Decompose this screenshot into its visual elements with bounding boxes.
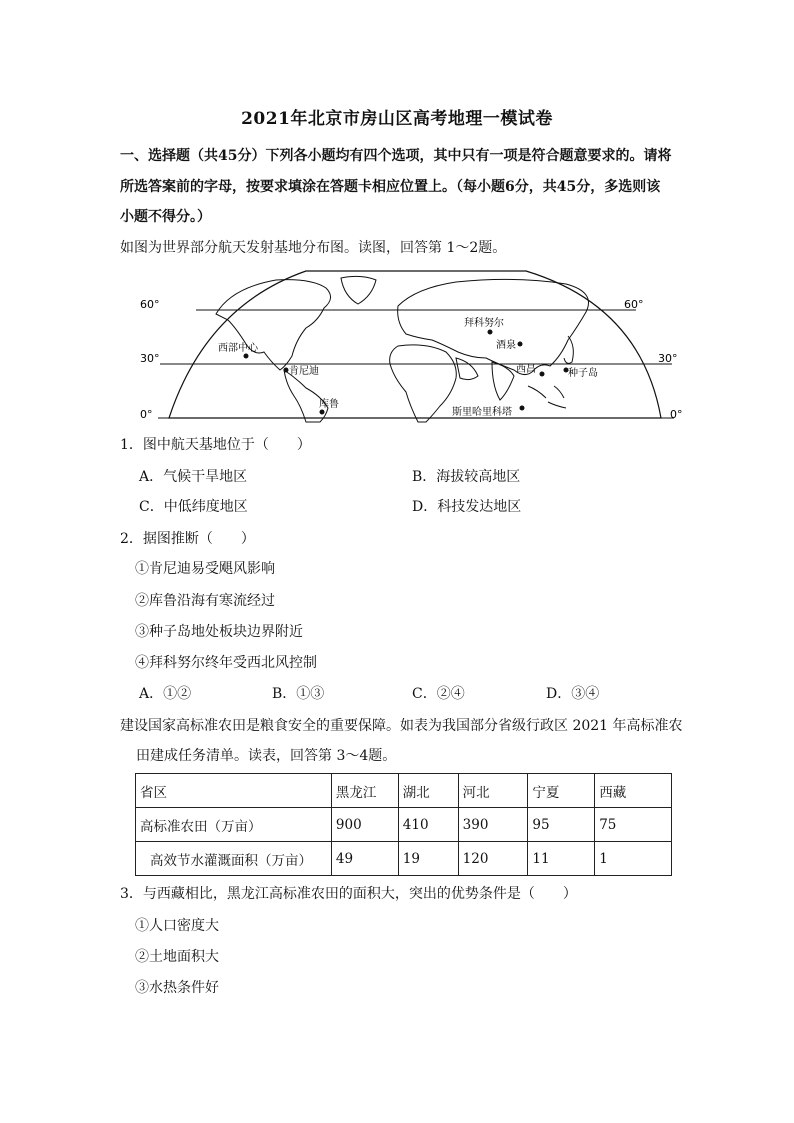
q2-statement-3: ③种子岛地处板块边界附近 xyxy=(135,624,303,640)
site-xichang-label: 西昌 xyxy=(516,364,536,375)
lat-label-right-0: 0° xyxy=(670,408,683,421)
section-instruction-line2: 所选答案前的字母，按要求填涂在答题卡相应位置上。（每小题6分，共45分，多选则该 xyxy=(120,179,661,195)
q2-stem: 2．据图推断（ ） xyxy=(120,531,255,547)
q2-statement-2: ②库鲁沿海有寒流经过 xyxy=(135,593,275,609)
table-header-cell: 河北 xyxy=(458,774,528,808)
site-jiuquan-marker xyxy=(518,342,523,347)
q2-statement-4: ④拜科努尔终年受西北风控制 xyxy=(135,655,317,671)
site-western-center-label: 西部中心 xyxy=(218,343,258,354)
site-baikonur-label: 拜科努尔 xyxy=(464,318,504,329)
q2-option-d[interactable]: D．③④ xyxy=(546,686,600,702)
table-header-cell: 黑龙江 xyxy=(331,774,398,808)
table-cell: 120 xyxy=(458,842,528,876)
lat-label-left-0: 0° xyxy=(140,408,153,421)
q1-option-c[interactable]: C．中低纬度地区 xyxy=(139,499,248,515)
table-header-row xyxy=(136,774,672,808)
q2-option-a[interactable]: A．①② xyxy=(139,686,192,702)
table-header-cell: 宁夏 xyxy=(528,774,595,808)
farmland-task-table xyxy=(135,773,672,876)
map-intro: 如图为世界部分航天发射基地分布图。读图，回答第 1～2题。 xyxy=(120,240,507,256)
world-map-figure xyxy=(136,266,696,424)
table-header-cell: 湖北 xyxy=(398,774,458,808)
table-cell: 高标准农田（万亩） xyxy=(136,808,332,842)
site-sriharikota-marker xyxy=(520,406,525,411)
section-instruction-line3: 小题不得分。） xyxy=(120,209,211,225)
site-western-center-marker xyxy=(244,354,249,359)
site-baikonur-marker xyxy=(488,330,493,335)
q1-stem: 1．图中航天基地位于（ ） xyxy=(120,437,311,453)
table-row xyxy=(136,808,672,842)
q3-statement-2: ②土地面积大 xyxy=(135,949,219,965)
table-cell: 1 xyxy=(595,842,672,876)
table-header-cell: 西藏 xyxy=(595,774,672,808)
section-instruction-line1: 一、选择题（共45分）下列各小题均有四个选项，其中只有一项是符合题意要求的。请将 xyxy=(120,148,672,164)
site-kennedy-label: 肯尼迪 xyxy=(289,366,319,377)
q3-stem: 3．与西藏相比，黑龙江高标准农田的面积大，突出的优势条件是（ ） xyxy=(120,886,577,902)
site-kennedy-marker xyxy=(284,368,289,373)
site-jiuquan-label: 酒泉 xyxy=(496,340,516,351)
table-cell: 11 xyxy=(528,842,595,876)
table-intro-line2: 田建成任务清单。读表，回答第 3～4题。 xyxy=(136,748,397,764)
table-intro-line1: 建设国家高标准农田是粮食安全的重要保障。如表为我国部分省级行政区 2021 年高标准农 xyxy=(120,718,683,734)
lat-label-right-30: 30° xyxy=(658,352,678,365)
table-cell: 390 xyxy=(458,808,528,842)
table-cell: 19 xyxy=(398,842,458,876)
site-sriharikota-label: 斯里哈里科塔 xyxy=(452,407,512,418)
q1-option-a[interactable]: A．气候干旱地区 xyxy=(139,469,248,485)
q3-statement-1: ①人口密度大 xyxy=(135,918,219,934)
site-xichang-marker xyxy=(540,372,545,377)
q2-option-c[interactable]: C．②④ xyxy=(412,686,465,702)
q2-option-b[interactable]: B．①③ xyxy=(272,686,325,702)
lat-label-left-60: 60° xyxy=(140,298,160,311)
table-cell: 900 xyxy=(331,808,398,842)
table-header-cell: 省区 xyxy=(136,774,332,808)
table-cell: 410 xyxy=(398,808,458,842)
q3-statement-3: ③水热条件好 xyxy=(135,980,219,996)
q1-option-d[interactable]: D．科技发达地区 xyxy=(412,499,522,515)
page-title: 2021年北京市房山区高考地理一模试卷 xyxy=(241,109,553,129)
table-cell: 49 xyxy=(331,842,398,876)
site-kourou-marker xyxy=(320,410,325,415)
site-kourou-label: 库鲁 xyxy=(319,399,339,410)
table-cell: 高效节水灌溉面积（万亩） xyxy=(136,842,332,876)
q2-statement-1: ①肯尼迪易受飓风影响 xyxy=(135,561,275,577)
lat-label-left-30: 30° xyxy=(140,352,160,365)
site-tanegashima-label: 种子岛 xyxy=(568,368,598,379)
q1-option-b[interactable]: B．海拔较高地区 xyxy=(412,469,521,485)
table-cell: 95 xyxy=(528,808,595,842)
lat-label-right-60: 60° xyxy=(624,298,644,311)
table-cell: 75 xyxy=(595,808,672,842)
table-row xyxy=(136,842,672,876)
